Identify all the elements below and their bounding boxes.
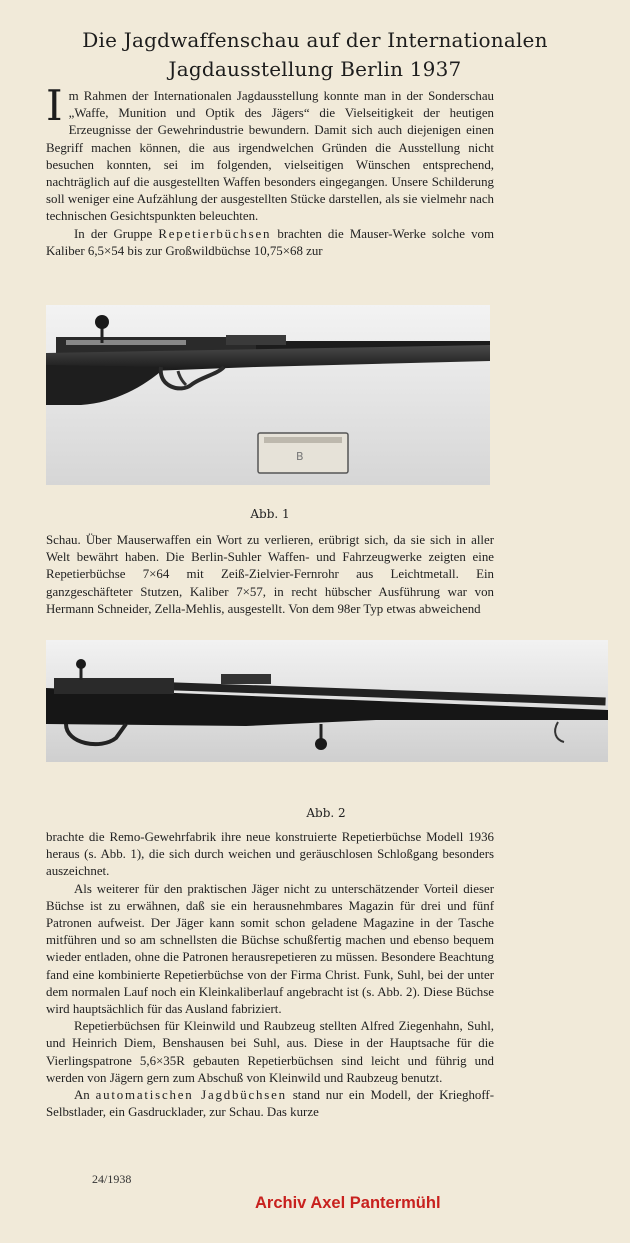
intro-text: m Rahmen der Internationalen Jagdausstellung konnte man in der Sonderschau „Waffe, Munition und Optik des Jägers“ die Vielseitigkeit der heutigen Erzeugnisse der Gewehrindustrie bewundern. Damit sich auch diejenigen einen Begriff machen können, die aus irgendwelchen Gründen die Ausstellung nicht besuchen konnten, sei im folgenden, vielseitigen Wünschen entsprechend, nachträglich auf die ausgestellten Waffen besonders eingegangen. Unsere Schilderung soll weniger eine Aufzählung der ausgestellten Stücke darstellen, als sie vielmehr nach technischen Gesichtspunkten beleuchten. — [46, 89, 494, 224]
intro-paragraph — [46, 81, 494, 260]
paragraph-2: In der Gruppe Repetierbüchsen brachten die Mauser-Werke solche vom Kaliber 6,5×54 bis zur Großwildbüchse 10,75×68 zur — [46, 226, 494, 258]
spaced-term-2: automatischen Jagdbüchsen — [95, 1088, 287, 1103]
paragraph-5: Als weiterer für den praktischen Jäger nicht zu unterschätzender Vorteil dieser Büchse ist zu erwähnen, daß sie ein herausnehmbares Magazin für drei und fünf Patronen aufweist. Der Jäger kann somit schon geladene Magazine in der Tasche mitführen und so am schnellsten die Büchse schußfertig machen und ebenso bequem wieder entladen, ohne die Patronen herausrepetieren zu müssen. Besondere Beachtung fand eine kombinierte Repetierbüchse von der Firma Christ. Funk, Suhl, bei der unter dem normalen Lauf noch ein Kleinkaliberlauf angebracht ist (s. Abb. 2). Diese Büchse wird hauptsächlich für das Ausland fabriziert. — [46, 881, 494, 1017]
issue-number: 24/1938 — [92, 1172, 132, 1186]
paragraph-7: An automatischen Jagdbüchsen stand nur ein Modell, der Krieghoff-Selbstlader, ein Gasdrucklader, zur Schau. Das kurze — [46, 1088, 495, 1120]
spaced-term: Repetierbüchsen — [158, 226, 272, 241]
figure-2-photo — [46, 640, 608, 762]
svg-text:B: B — [296, 450, 304, 463]
figure-2-caption: Abb. 2 — [306, 806, 346, 820]
paragraph-6: Repetierbüchsen für Kleinwild und Raubzeug stellten Alfred Ziegenhahn, Suhl, und Heinrich Diem, Benshausen bei Suhl, aus. Diese in der Hauptsache für die Vierlingspatrone 5,6×35R gebauten Repetierbüchsen sind leicht und führig und werden von Jägern gern zum Abschuß von Kleinwild und Raubzeug benutzt. — [46, 1019, 494, 1085]
rifle-image-2 — [46, 640, 608, 762]
article-title — [30, 26, 600, 84]
archive-credit: Archiv Axel Pantermühl — [255, 1194, 441, 1212]
title-line-1: Die Jagdwaffenschau auf der Internationalen — [82, 28, 548, 52]
drop-cap: I — [46, 81, 63, 130]
title-line-2: Jagdausstellung Berlin 1937 — [168, 57, 462, 81]
paragraph-4: brachte die Remo-Gewehrfabrik ihre neue konstruierte Repetierbüchse Modell 1936 heraus (s. Abb. 1), die sich durch weichen und geräuschlosen Schloßgang besonders auszeichnet. Als weiterer für den praktischen Jäger nicht zu unterschätzender Vorteil dieser Büchse ist zu erwähnen, daß sie ein herausnehmbares Magazin für drei und fünf Patronen aufweist. Der Jäger kann somit schon geladene Magazine in der Tasche mitführen und so am schnellsten die Büchse schußfertig machen und ebenso bequem wieder entladen, ohne die Patronen herausrepetieren zu müssen. Besondere Beachtung fand eine kombinierte Repetierbüchse von der Firma Christ. Funk, Suhl, bei der unter dem normalen Lauf noch ein Kleinkaliberlauf angebracht ist (s. Abb. 2). Diese Büchse wird hauptsächlich für das Ausland fabriziert. Repetierbüchsen für Kleinwild und Raubzeug stellten Alfred Ziegenhahn, Suhl, und Heinrich Diem, Benshausen bei Suhl, aus. Diese in der Hauptsache für die Vierlingspatrone 5,6×35R gebauten Repetierbüchsen sind leicht und führig und werden von Jägern gern zum Abschuß von Kleinwild und Raubzeug benutzt. An automatischen Jagdbüchsen stand nur ein Modell, der Krieghoff-Selbstlader, ein Gasdrucklader, zur Schau. Das kurze — [46, 829, 494, 1121]
rifle-image-1 — [46, 305, 490, 485]
figure-1-photo — [46, 305, 490, 485]
paragraph-3: Schau. Über Mauserwaffen ein Wort zu verlieren, erübrigt sich, da sie sich in aller Welt bewährt haben. Die Berlin-Suhler Waffen- und Fahrzeugwerke zeigten eine Repetierbüchse 7×64 mit Zeiß-Zielvier-Fernrohr aus Leichtmetall. Ein ganzgeschäfteter Stutzen, Kaliber 7×57, in recht hübscher Ausführung war von Hermann Schneider, Zella-Mehlis, ausgestellt. Von dem 98er Typ etwas abweichend — [46, 533, 494, 616]
figure-1-caption: Abb. 1 — [250, 507, 290, 521]
